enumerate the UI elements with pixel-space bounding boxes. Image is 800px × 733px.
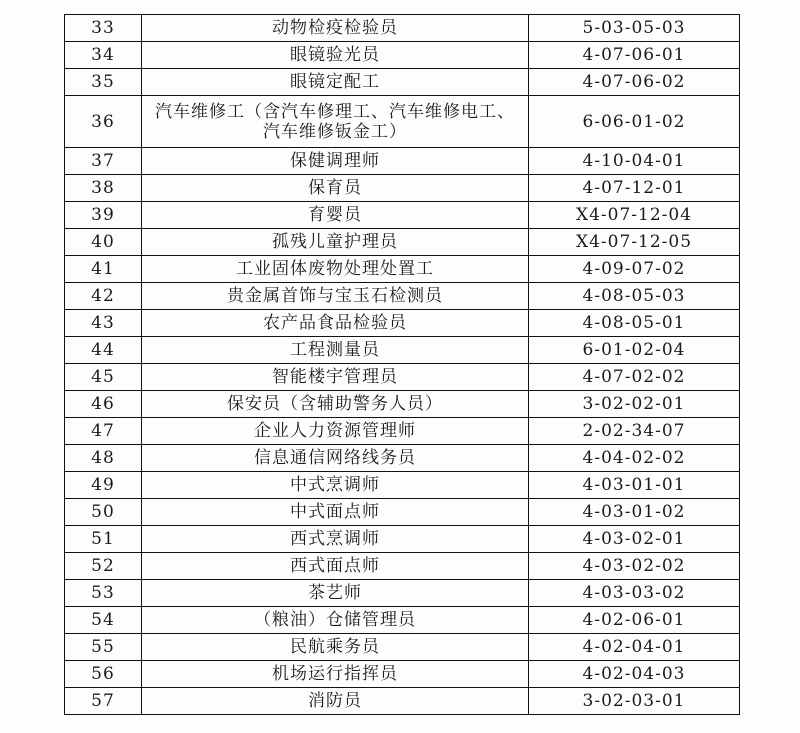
occupation-name-cell [142,15,529,42]
occupation-name-line: 消防员 [308,691,362,711]
table-row [65,445,740,472]
row-number-cell: 51 [65,526,142,553]
occupation-name-cell [142,445,529,472]
occupation-name-cell [142,661,529,688]
table-row [65,148,740,175]
table-row [65,69,740,96]
table-row [65,391,740,418]
occupation-code-cell: 4-09-07-02 [529,256,740,283]
row-number-cell: 41 [65,256,142,283]
row-number-cell: 43 [65,310,142,337]
row-number-cell: 56 [65,661,142,688]
occupation-name-cell [142,310,529,337]
occupation-code-cell: 4-07-06-02 [529,69,740,96]
occupation-name-line: 工程测量员 [290,340,380,360]
occupation-name-cell [142,202,529,229]
table-row [65,661,740,688]
occupation-name-cell [142,96,529,148]
row-number-cell: 42 [65,283,142,310]
table-row [65,580,740,607]
row-number-cell: 36 [65,96,142,148]
occupation-code-cell: 4-03-02-02 [529,553,740,580]
table-row [65,310,740,337]
table-row [65,499,740,526]
table-row [65,256,740,283]
row-number-cell: 53 [65,580,142,607]
occupation-name-line: 智能楼宇管理员 [272,367,398,387]
occupation-code-cell: 4-10-04-01 [529,148,740,175]
occupation-name-cell [142,337,529,364]
occupation-code-cell: 4-02-04-03 [529,661,740,688]
occupation-code-cell: 4-07-02-02 [529,364,740,391]
table-row [65,364,740,391]
table-row [65,15,740,42]
occupation-name-line: （粮油）仓储管理员 [254,610,416,630]
row-number-cell: 48 [65,445,142,472]
occupation-name-cell [142,175,529,202]
occupation-name-line: 孤残儿童护理员 [272,232,398,252]
occupation-name-line: 中式面点师 [290,502,380,522]
row-number-cell: 50 [65,499,142,526]
occupation-name-cell [142,418,529,445]
occupation-code-cell: 6-01-02-04 [529,337,740,364]
occupation-name-line: 农产品食品检验员 [263,313,407,333]
occupation-code-cell: 4-03-02-01 [529,526,740,553]
occupation-code-cell: 6-06-01-02 [529,96,740,148]
occupation-name-line: 西式面点师 [290,556,380,576]
row-number-cell: 34 [65,42,142,69]
row-number-cell: 40 [65,229,142,256]
occupation-name-cell [142,229,529,256]
occupation-name-cell [142,69,529,96]
occupation-name-line: 育婴员 [308,205,362,225]
occupation-code-cell: 4-08-05-01 [529,310,740,337]
occupation-code-cell: 4-03-03-02 [529,580,740,607]
occupation-name-cell [142,688,529,715]
occupation-name-cell [142,553,529,580]
occupation-name-cell [142,634,529,661]
table-row [65,337,740,364]
occupation-name-cell [142,391,529,418]
occupation-code-cell: 4-07-06-01 [529,42,740,69]
table-row [65,472,740,499]
table-row [65,634,740,661]
occupation-name-line: 汽车维修钣金工） [263,121,407,142]
occupation-name-line: 民航乘务员 [290,637,380,657]
row-number-cell: 45 [65,364,142,391]
occupation-code-cell: 4-02-06-01 [529,607,740,634]
occupation-code-cell: 4-07-12-01 [529,175,740,202]
table-body [65,15,740,715]
occupation-code-cell: X4-07-12-04 [529,202,740,229]
occupation-name-cell [142,364,529,391]
row-number-cell: 54 [65,607,142,634]
occupation-name-cell [142,283,529,310]
table-row [65,418,740,445]
occupation-name-line: 眼镜定配工 [290,72,380,92]
occupation-code-cell: 5-03-05-03 [529,15,740,42]
row-number-cell: 37 [65,148,142,175]
occupation-name-line: 工业固体废物处理处置工 [236,259,434,279]
occupation-name-cell [142,607,529,634]
row-number-cell: 55 [65,634,142,661]
occupation-name-cell [142,472,529,499]
occupation-code-cell: 4-02-04-01 [529,634,740,661]
occupation-name-line: 企业人力资源管理师 [254,421,416,441]
occupation-name-cell [142,499,529,526]
table-row [65,202,740,229]
table-row [65,229,740,256]
occupation-code-cell: 3-02-02-01 [529,391,740,418]
occupation-name-line: 信息通信网络线务员 [254,448,416,468]
table-row [65,607,740,634]
occupation-code-cell: 3-02-03-01 [529,688,740,715]
occupation-code-cell: 4-03-01-02 [529,499,740,526]
table-row [65,553,740,580]
occupation-table [64,14,740,715]
table-row [65,96,740,148]
occupation-name-cell [142,526,529,553]
occupation-name-cell [142,42,529,69]
occupation-code-cell: X4-07-12-05 [529,229,740,256]
occupation-name-line: 机场运行指挥员 [272,664,398,684]
occupation-code-cell: 4-03-01-01 [529,472,740,499]
occupation-name-cell [142,580,529,607]
table-row [65,283,740,310]
row-number-cell: 35 [65,69,142,96]
occupation-name-line: 茶艺师 [308,583,362,603]
occupation-name-line: 贵金属首饰与宝玉石检测员 [227,286,443,306]
row-number-cell: 49 [65,472,142,499]
occupation-name-line: 西式烹调师 [290,529,380,549]
occupation-name-line: 保健调理师 [290,151,380,171]
table-row [65,42,740,69]
table-row [65,175,740,202]
occupation-code-cell: 4-04-02-02 [529,445,740,472]
occupation-code-cell: 2-02-34-07 [529,418,740,445]
occupation-name-line: 汽车维修工（含汽车修理工、汽车维修电工、 [155,101,515,122]
row-number-cell: 57 [65,688,142,715]
row-number-cell: 44 [65,337,142,364]
occupation-name-line: 眼镜验光员 [290,45,380,65]
row-number-cell: 52 [65,553,142,580]
occupation-name-line: 中式烹调师 [290,475,380,495]
occupation-name-line: 动物检疫检验员 [272,18,398,38]
row-number-cell: 47 [65,418,142,445]
occupation-name-line: 保育员 [308,178,362,198]
occupation-name-line: 保安员（含辅助警务人员） [227,394,443,414]
row-number-cell: 39 [65,202,142,229]
occupation-name-cell [142,148,529,175]
table-row [65,526,740,553]
table-row [65,688,740,715]
row-number-cell: 33 [65,15,142,42]
row-number-cell: 46 [65,391,142,418]
occupation-code-cell: 4-08-05-03 [529,283,740,310]
occupation-name-cell [142,256,529,283]
row-number-cell: 38 [65,175,142,202]
